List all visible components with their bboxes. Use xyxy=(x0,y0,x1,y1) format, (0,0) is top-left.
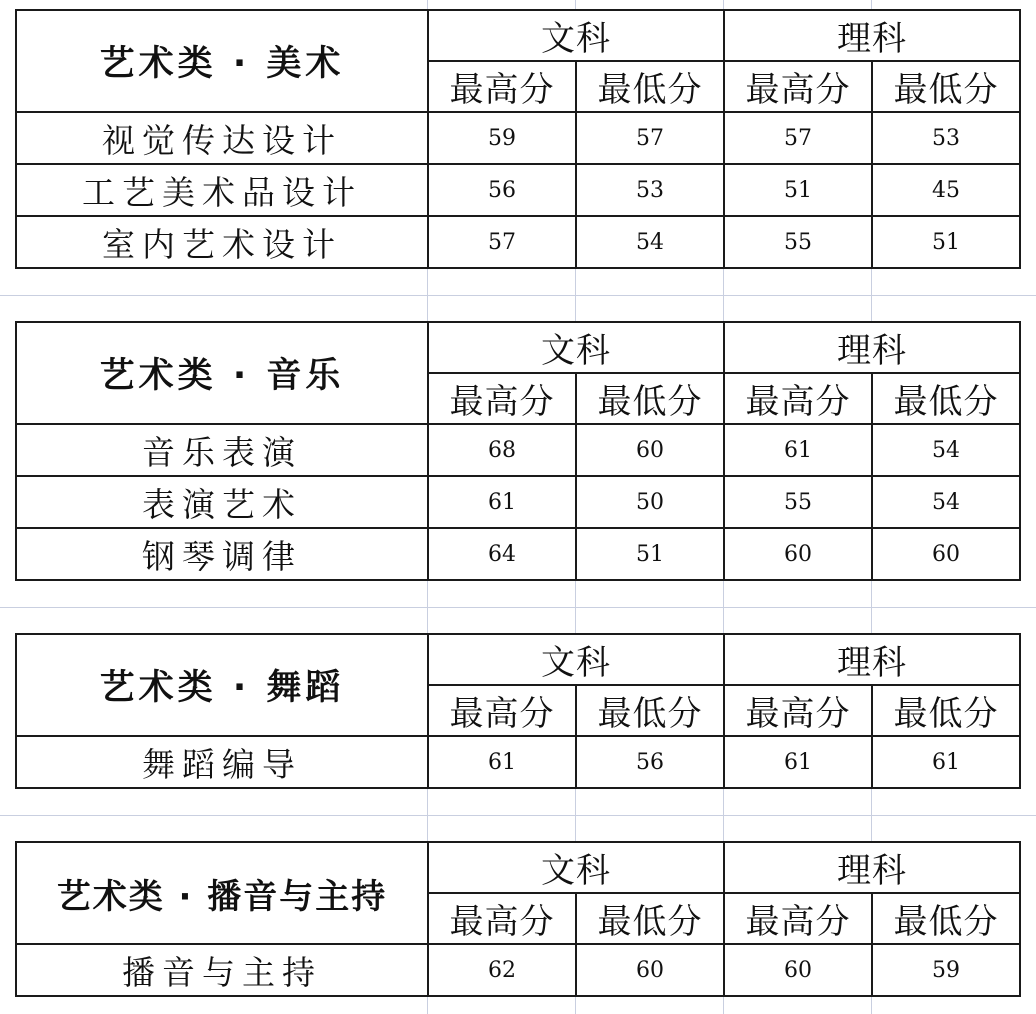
score-cell: 56 xyxy=(576,736,724,788)
score-cell: 54 xyxy=(872,424,1020,476)
score-cell: 57 xyxy=(724,112,872,164)
major-name: 工艺美术品设计 xyxy=(16,164,428,216)
major-name: 播音与主持 xyxy=(16,944,428,996)
gridline xyxy=(0,295,1036,296)
sub-header-max: 最高分 xyxy=(428,685,576,736)
sub-header-max: 最高分 xyxy=(428,893,576,944)
score-cell: 50 xyxy=(576,476,724,528)
category-title-text: 艺术类 · 美术 xyxy=(99,44,345,84)
sub-header-min: 最低分 xyxy=(872,373,1020,424)
score-cell: 61 xyxy=(428,736,576,788)
group-header-liberal-arts: 文科 xyxy=(428,10,724,61)
score-cell: 61 xyxy=(724,424,872,476)
score-cell: 54 xyxy=(872,476,1020,528)
sub-header-max: 最高分 xyxy=(724,373,872,424)
sub-header-max: 最高分 xyxy=(428,61,576,112)
category-title-text: 艺术类 · 播音与主持 xyxy=(56,876,388,917)
score-cell: 60 xyxy=(576,424,724,476)
score-table-fine-arts xyxy=(15,9,1021,269)
score-cell: 53 xyxy=(576,164,724,216)
score-cell: 51 xyxy=(576,528,724,580)
score-table-music xyxy=(15,321,1021,581)
score-cell: 45 xyxy=(872,164,1020,216)
sub-header-max: 最高分 xyxy=(428,373,576,424)
score-cell: 61 xyxy=(872,736,1020,788)
score-cell: 59 xyxy=(428,112,576,164)
group-header-liberal-arts: 文科 xyxy=(428,842,724,893)
score-cell: 61 xyxy=(724,736,872,788)
score-table-dance xyxy=(15,633,1021,789)
sub-header-min: 最低分 xyxy=(576,893,724,944)
score-cell: 51 xyxy=(872,216,1020,268)
sub-header-max: 最高分 xyxy=(724,893,872,944)
table-row xyxy=(16,944,1020,996)
major-name: 视觉传达设计 xyxy=(16,112,428,164)
sub-header-min: 最低分 xyxy=(872,61,1020,112)
score-cell: 54 xyxy=(576,216,724,268)
group-header-science: 理科 xyxy=(724,634,1020,685)
score-cell: 57 xyxy=(576,112,724,164)
sub-header-min: 最低分 xyxy=(576,373,724,424)
gridline xyxy=(0,815,1036,816)
sub-header-min: 最低分 xyxy=(576,685,724,736)
table-row xyxy=(16,112,1020,164)
category-title-text: 艺术类 · 舞蹈 xyxy=(99,668,345,708)
major-name: 表演艺术 xyxy=(16,476,428,528)
sub-header-min: 最低分 xyxy=(576,61,724,112)
sub-header-min: 最低分 xyxy=(872,685,1020,736)
score-cell: 51 xyxy=(724,164,872,216)
score-cell: 60 xyxy=(872,528,1020,580)
group-header-science: 理科 xyxy=(724,10,1020,61)
category-title xyxy=(16,634,428,736)
group-header-science: 理科 xyxy=(724,842,1020,893)
score-cell: 61 xyxy=(428,476,576,528)
score-cell: 55 xyxy=(724,476,872,528)
major-name: 钢琴调律 xyxy=(16,528,428,580)
table-row xyxy=(16,216,1020,268)
sub-header-min: 最低分 xyxy=(872,893,1020,944)
category-title xyxy=(16,322,428,424)
table-row xyxy=(16,736,1020,788)
score-cell: 62 xyxy=(428,944,576,996)
category-title xyxy=(16,10,428,112)
score-cell: 53 xyxy=(872,112,1020,164)
table-row xyxy=(16,476,1020,528)
score-cell: 60 xyxy=(724,944,872,996)
category-title-text: 艺术类 · 音乐 xyxy=(99,356,345,396)
score-cell: 56 xyxy=(428,164,576,216)
score-cell: 59 xyxy=(872,944,1020,996)
score-cell: 68 xyxy=(428,424,576,476)
group-header-science: 理科 xyxy=(724,322,1020,373)
score-cell: 55 xyxy=(724,216,872,268)
table-row xyxy=(16,528,1020,580)
score-cell: 64 xyxy=(428,528,576,580)
group-header-liberal-arts: 文科 xyxy=(428,634,724,685)
sub-header-max: 最高分 xyxy=(724,685,872,736)
major-name: 舞蹈编导 xyxy=(16,736,428,788)
score-table-broadcasting xyxy=(15,841,1021,997)
major-name: 室内艺术设计 xyxy=(16,216,428,268)
table-row xyxy=(16,164,1020,216)
score-cell: 60 xyxy=(724,528,872,580)
category-title xyxy=(16,842,428,944)
score-cell: 57 xyxy=(428,216,576,268)
score-cell: 60 xyxy=(576,944,724,996)
group-header-liberal-arts: 文科 xyxy=(428,322,724,373)
sub-header-max: 最高分 xyxy=(724,61,872,112)
table-row xyxy=(16,424,1020,476)
major-name: 音乐表演 xyxy=(16,424,428,476)
gridline xyxy=(0,607,1036,608)
